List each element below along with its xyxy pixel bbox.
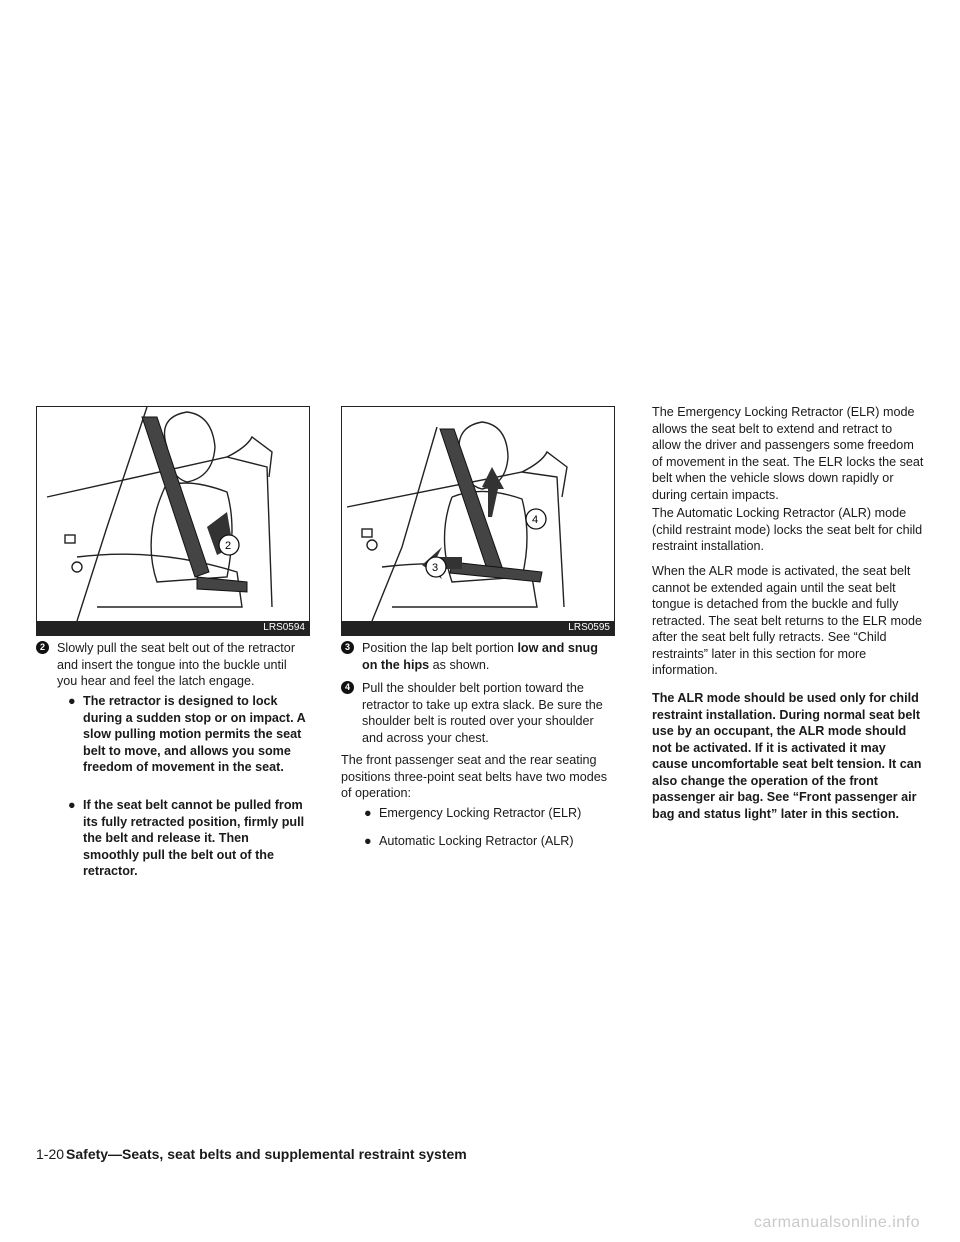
bullet-text: Emergency Locking Retractor (ELR) (379, 806, 582, 820)
figure-callout: 2 (225, 540, 232, 552)
step-text-bold: low and snug on the hips (362, 641, 598, 672)
modes-paragraph: The front passenger seat and the rear seating positions three-point seat belts have two modes of operation: (341, 753, 608, 800)
figure-callout-4: 4 (532, 514, 539, 526)
step-4 (341, 680, 613, 746)
step-text: Pull the shoulder belt portion toward the retractor to take up extra slack. Be sure the shoulder belt is routed over your shoulder and across your chest. (362, 681, 603, 745)
mode-bullet-alr: ● Automatic Locking Retractor (ALR) (364, 833, 614, 850)
bullet-text: Automatic Locking Retractor (ALR) (379, 834, 574, 848)
step-number: 4 (341, 681, 354, 694)
figure-callout-3: 3 (432, 562, 439, 574)
section-title: Safety—Seats, seat belts and supplemental restraint system (66, 1146, 467, 1162)
step-text-pre: Position the lap belt portion (362, 641, 518, 655)
elr-paragraph: The Emergency Locking Retractor (ELR) mode allows the seat belt to extend and retract to allow the driver and passengers some freedom of movement in the seat. The ELR locks the seat belt when the vehicle slows down rapidly or during certain impacts. (652, 405, 924, 502)
page-number: 1-20 (36, 1146, 65, 1162)
seat-belt-illustration-2 (342, 407, 614, 621)
page-footer (36, 1146, 467, 1162)
mode-bullet-elr: ● Emergency Locking Retractor (ELR) (364, 805, 614, 822)
figure-code: LRS0595 (342, 621, 614, 635)
warning-bullet-2: ● If the seat belt cannot be pulled from its fully retracted position, firmly pull the belt and release it. Then smoothly pull the belt out of the retractor. (68, 797, 308, 880)
step-text: Slowly pull the seat belt out of the retractor and insert the tongue into the buckle until you hear and feel the latch engage. (57, 641, 296, 688)
figure-lrs0595 (341, 406, 615, 636)
alr-activation-paragraph: When the ALR mode is activated, the seat belt cannot be extended again until the seat belt tongue is detached from the buckle and fully retracted. The seat belt returns to the ELR mode after the seat belt fully retracts. See “Child restraints” later in this section for more information. (652, 564, 922, 677)
step-3 (341, 640, 613, 673)
figure-code: LRS0594 (37, 621, 309, 635)
step-number: 3 (341, 641, 354, 654)
bullet-text: The retractor is designed to lock during a sudden stop or on impact. A slow pulling motion permits the seat belt to move, and allows you some freedom of movement in the seat. (83, 694, 306, 774)
step-2 (36, 640, 308, 690)
alr-warning-paragraph: The ALR mode should be used only for child restraint installation. During normal seat belt use by an occupant, the ALR mode should not be activated. If it is activated it may cause uncomfortable seat belt tension. It can also change the operation of the front passenger air bag. See “Front passenger air bag and status light” later in this section. (652, 691, 922, 821)
figure-lrs0594 (36, 406, 310, 636)
bullet-text: If the seat belt cannot be pulled from its fully retracted position, firmly pull the belt and release it. Then smoothly pull the belt out of the retractor. (83, 798, 305, 878)
step-text-post: as shown. (429, 657, 490, 672)
step-number: 2 (36, 641, 49, 654)
watermark: carmanualsonline.info (753, 1214, 920, 1231)
alr-paragraph: The Automatic Locking Retractor (ALR) mode (child restraint mode) locks the seat belt for child restraint installation. (652, 506, 923, 553)
warning-bullet-1: ● The retractor is designed to lock during a sudden stop or on impact. A slow pulling motion permits the seat belt to move, and allows you some freedom of movement in the seat. (68, 693, 308, 776)
seat-belt-illustration-1 (37, 407, 309, 621)
